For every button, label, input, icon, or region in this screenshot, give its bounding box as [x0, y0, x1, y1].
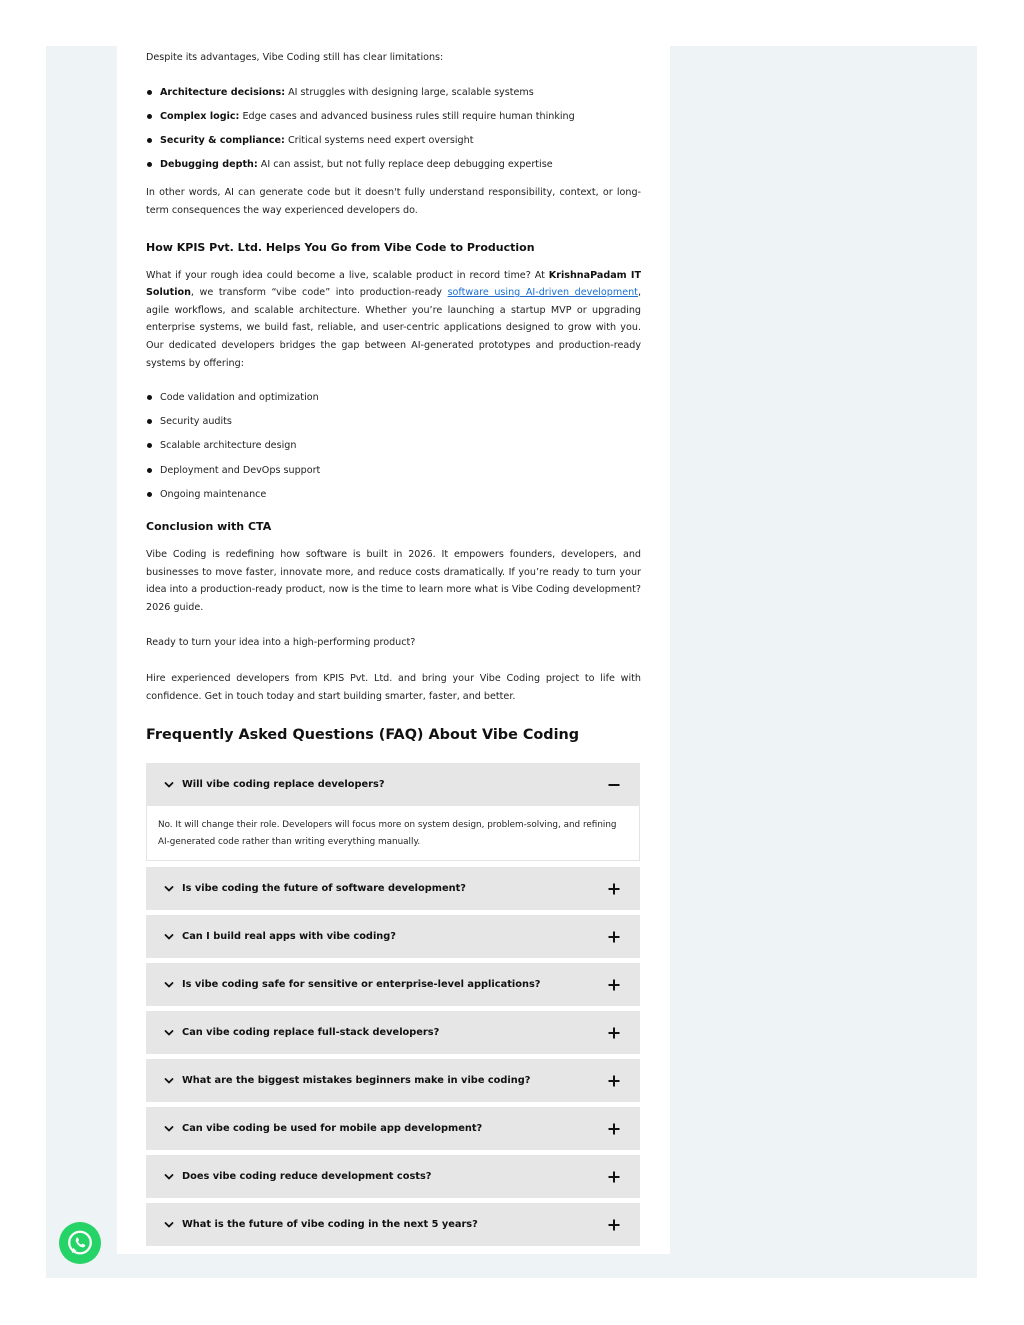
kpis-paragraph — [146, 267, 641, 373]
ready-paragraph: Ready to turn your idea into a high-performing product? — [146, 637, 416, 649]
list-item: Deployment and DevOps support — [146, 462, 641, 486]
list-item — [146, 132, 641, 156]
article-content — [146, 46, 641, 1251]
faq-item — [146, 763, 640, 861]
faq-question: Can vibe coding replace full-stack developers? — [182, 1026, 440, 1038]
plus-icon — [608, 1171, 620, 1183]
minus-icon — [608, 779, 620, 791]
ai-development-link[interactable]: software using AI-driven development — [447, 287, 638, 299]
faq-answer: No. It will change their role. Developers will focus more on system design, problem-solving, and refining AI-generated code rather than writing everything manually. — [146, 806, 640, 861]
limitation-text: Edge cases and advanced business rules still require human thinking — [239, 110, 575, 122]
list-item: Code validation and optimization — [146, 389, 641, 413]
plus-icon — [608, 1219, 620, 1231]
faq-question: Is vibe coding the future of software development? — [182, 882, 466, 894]
faq-item — [146, 963, 640, 1006]
plus-icon — [608, 883, 620, 895]
kpis-text-2: , we transform “vibe code” into production-ready — [190, 287, 448, 299]
list-item: Scalable architecture design — [146, 437, 641, 461]
faq-question-toggle[interactable] — [146, 1203, 640, 1246]
faq-question: Will vibe coding replace developers? — [182, 778, 385, 790]
list-item — [146, 156, 641, 180]
list-item — [146, 84, 641, 108]
faq-question-toggle[interactable] — [146, 1011, 640, 1054]
faq-question: Is vibe coding safe for sensitive or enterprise-level applications? — [182, 978, 541, 990]
limitations-list — [146, 84, 641, 181]
faq-item — [146, 915, 640, 958]
chevron-down-icon — [164, 932, 174, 942]
faq-question-toggle[interactable] — [146, 1059, 640, 1102]
plus-icon — [608, 1123, 620, 1135]
whatsapp-button[interactable] — [59, 1222, 101, 1264]
limitation-text: AI can assist, but not fully replace deep debugging expertise — [257, 159, 553, 171]
limitation-label: Architecture decisions: — [160, 86, 286, 98]
limitation-text: AI struggles with designing large, scalable systems — [285, 86, 534, 98]
plus-icon — [608, 1075, 620, 1087]
faq-question: Does vibe coding reduce development costs? — [182, 1170, 432, 1182]
faq-question: What is the future of vibe coding in the next 5 years? — [182, 1218, 478, 1230]
chevron-down-icon — [164, 884, 174, 894]
list-item: Security audits — [146, 413, 641, 437]
faq-question: Can vibe coding be used for mobile app development? — [182, 1122, 483, 1134]
faq-heading: Frequently Asked Questions (FAQ) About Vibe Coding — [146, 727, 580, 744]
chevron-down-icon — [164, 980, 174, 990]
hire-paragraph: Hire experienced developers from KPIS Pvt. Ltd. and bring your Vibe Coding project to life with confidence. Get in touch today and start building smarter, faster, and better. — [146, 673, 641, 702]
faq-question-toggle[interactable] — [146, 763, 640, 806]
faq-accordion — [146, 763, 641, 1246]
limitation-label: Security & compliance: — [160, 134, 285, 146]
faq-item — [146, 1155, 640, 1198]
faq-item — [146, 1011, 640, 1054]
kpis-text-1: What if your rough idea could become a live, scalable product in record time? At — [146, 269, 549, 281]
limitation-label: Complex logic: — [160, 110, 240, 122]
limitation-text: Critical systems need expert oversight — [284, 134, 474, 146]
faq-item — [146, 1107, 640, 1150]
faq-question-toggle[interactable] — [146, 1107, 640, 1150]
faq-question-toggle[interactable] — [146, 963, 640, 1006]
plus-icon — [608, 979, 620, 991]
chevron-down-icon — [164, 1172, 174, 1182]
services-list — [146, 389, 641, 510]
plus-icon — [608, 1027, 620, 1039]
whatsapp-icon — [65, 1228, 95, 1258]
company-name: KrishnaPadam IT Solution — [146, 269, 641, 299]
other-words-paragraph: In other words, AI can generate code but it doesn't fully understand responsibility, context, or long-term consequences the way experienced developers do. — [146, 187, 641, 216]
faq-question-toggle[interactable] — [146, 1155, 640, 1198]
faq-question: Can I build real apps with vibe coding? — [182, 930, 396, 942]
limitations-intro: Despite its advantages, Vibe Coding still has clear limitations: — [146, 52, 444, 63]
faq-item — [146, 867, 640, 910]
chevron-down-icon — [164, 1076, 174, 1086]
list-item — [146, 108, 641, 132]
plus-icon — [608, 931, 620, 943]
chevron-down-icon — [164, 780, 174, 790]
faq-item — [146, 1203, 640, 1246]
faq-item — [146, 1059, 640, 1102]
conclusion-paragraph: Vibe Coding is redefining how software is built in 2026. It empowers founders, developers, and businesses to move faster, innovate more, and reduce costs dramatically. If you’re ready to turn your idea into a production-ready product, now is the time to learn more what is Vibe Coding development? 2026 guide. — [146, 549, 641, 613]
chevron-down-icon — [164, 1124, 174, 1134]
conclusion-heading: Conclusion with CTA — [146, 520, 272, 534]
chevron-down-icon — [164, 1028, 174, 1038]
kpis-heading: How KPIS Pvt. Ltd. Helps You Go from Vibe Code to Production — [146, 240, 535, 254]
faq-question-toggle[interactable] — [146, 915, 640, 958]
faq-question-toggle[interactable] — [146, 867, 640, 910]
list-item: Ongoing maintenance — [146, 486, 641, 510]
kpis-text-3: , agile workflows, and scalable architecture. Whether you’re launching a startup MVP or upgrading enterprise systems, we build fast, reliable, and user-centric applications designed to grow with you. Our dedicated developers bridges the gap between AI-generated prototypes and production-ready systems by offering: — [146, 287, 641, 369]
chevron-down-icon — [164, 1220, 174, 1230]
faq-question: What are the biggest mistakes beginners make in vibe coding? — [182, 1074, 531, 1086]
limitation-label: Debugging depth: — [160, 159, 258, 171]
